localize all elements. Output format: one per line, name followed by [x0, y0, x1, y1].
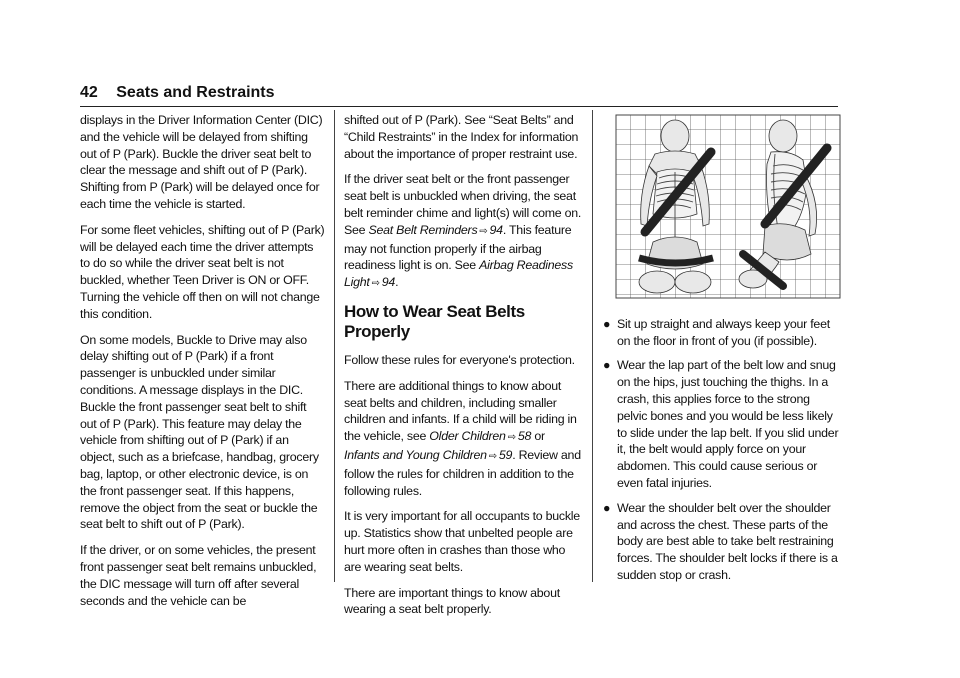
list-item-text: Wear the shoulder belt over the shoulder and across the chest. These parts of the body are best able to take belt restraining forces. The shoulder belt locks if there is a sudden stop or crash.	[617, 500, 838, 582]
paragraph: It is very important for all occupants to buckle up. Statistics show that unbelted people are hurt more often in crashes than those who are wearing seat belts.	[344, 509, 580, 574]
link-text: Airbag Readiness Light	[344, 258, 573, 290]
cross-reference-link[interactable]	[344, 448, 512, 462]
paragraph: For some fleet vehicles, shifting out of P (Park) will be delayed each time the driver attempts to do so while the driver seat belt is not buckled, whether Teen Driver is ON or OFF. Turning the vehicle off then on will not change this condition.	[80, 222, 325, 321]
paragraph: On some models, Buckle to Drive may also delay shifting out of P (Park) if a front passenger is unbuckled under similar conditions. A message displays in the DIC. Buckle the front passenger seat belt to shift out of P (Park). This feature may delay the vehicle from shifting out of P (Park) if an object, such as a briefcase, handbag, grocery bag, laptop, or other electronic device, is on the front passenger seat. If this happens, remove the object from the seat or buckle the seat belt to shift out of P (Park).	[80, 332, 319, 532]
column-left	[80, 112, 325, 618]
column-middle	[344, 112, 582, 627]
link-text: Infants and Young Children	[344, 447, 487, 462]
text-run: .	[395, 275, 399, 290]
page-ref-number: 94	[489, 222, 503, 237]
list-item	[603, 316, 841, 350]
list-item	[603, 500, 841, 584]
list-item	[603, 357, 841, 491]
column-divider	[334, 110, 335, 582]
page-ref-number: 59	[498, 447, 513, 462]
paragraph	[344, 378, 582, 500]
link-text: Older Children	[429, 429, 506, 444]
page-ref-number: 94	[381, 275, 396, 290]
text-run: . This feature may not function properly if the airbag readiness light is on. See	[344, 222, 572, 273]
link-text: Seat Belt Reminders	[368, 222, 478, 237]
page-reference-arrow-icon: ⇨	[479, 225, 488, 237]
paragraph	[344, 171, 582, 293]
paragraph: If the driver, or on some vehicles, the present front passenger seat belt remains unbuckled, the DIC message will turn off after several seconds and the vehicle can be	[80, 543, 317, 608]
seat-belt-skeleton-illustration	[615, 114, 841, 299]
bullet-dot-icon: ●	[603, 358, 611, 373]
page-reference-arrow-icon: ⇨	[488, 450, 497, 462]
page-number: 42	[80, 84, 98, 101]
list-item-text: Sit up straight and always keep your feet on the floor in front of you (if possible).	[617, 316, 830, 348]
bullet-dot-icon: ●	[603, 500, 611, 515]
cross-reference-link[interactable]	[369, 223, 503, 237]
text-run: If the driver seat belt or the front passenger seat belt is unbuckled when driving, the seat belt reminder chime and light(s) will come on. See	[344, 172, 582, 237]
cross-reference-link[interactable]	[429, 429, 531, 443]
paragraph: displays in the Driver Information Center (DIC) and the vehicle will be delayed from shifting out of P (Park). Buckle the driver seat belt to clear the message and shift out of P (Park). Shifting from P (Park) will be delayed once for each time the vehicle is started.	[80, 113, 323, 211]
section-heading: How to Wear Seat Belts Properly	[344, 301, 525, 341]
list-item-text: Wear the lap part of the belt low and snug on the hips, just touching the thighs. In a crash, this applies force to the strong pelvic bones and you would be less likely to slide under the lap belt. If you slid under it, the belt would apply force on your abdomen. This could cause serious or even fatal injuries.	[617, 358, 839, 490]
column-divider	[592, 110, 593, 582]
bullet-dot-icon: ●	[603, 316, 611, 331]
section-title: Seats and Restraints	[116, 84, 275, 101]
paragraph: Follow these rules for everyone's protection.	[344, 352, 575, 367]
page-header	[80, 84, 838, 107]
paragraph: shifted out of P (Park). See “Seat Belts” and “Child Restraints” in the Index for information about the importance of proper restraint use.	[344, 113, 579, 161]
page-ref-number: 58	[517, 429, 532, 444]
paragraph: There are important things to know about wearing a seat belt properly.	[344, 585, 560, 617]
rules-list	[603, 316, 841, 584]
page-reference-arrow-icon: ⇨	[371, 278, 380, 290]
column-right	[603, 110, 841, 592]
page-reference-arrow-icon: ⇨	[507, 432, 516, 444]
text-run: . Review and follow the rules for children in addition to the following rules.	[344, 447, 581, 498]
text-run: or	[531, 429, 545, 444]
text-run: There are additional things to know about seat belts and children, including smaller children and infants. If a child will be riding in the vehicle, see	[344, 378, 577, 444]
